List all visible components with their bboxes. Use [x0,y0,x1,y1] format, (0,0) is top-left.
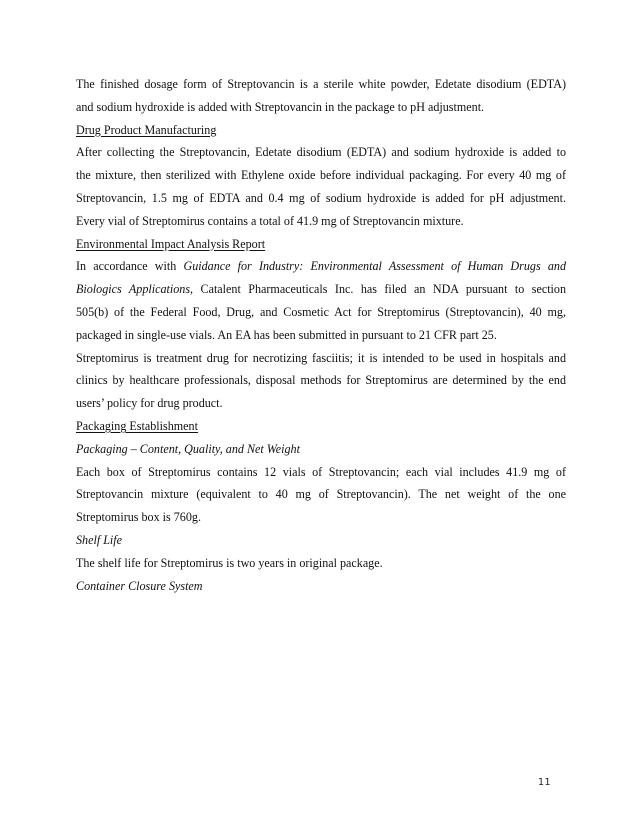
body-text: Streptovancin, 1.5 mg of EDTA and 0.4 mg of sodium hydroxide is added for pH adjustment. [76,190,566,205]
body-text-line [76,369,566,392]
body-text-segment: In accordance with [76,259,184,274]
body-text-line [76,210,566,233]
body-text: 505(b) of the Federal Food, Drug, and Cosmetic Act for Streptomirus (Streptovancin), 40 mg, [76,304,566,319]
page-number: 11 [538,777,552,788]
body-text: the mixture, then sterilized with Ethylene oxide before individual packaging. For every 40 mg of [76,168,566,183]
body-text-line [76,141,566,164]
section-heading [76,233,566,256]
body-text: Streptomirus box is 760g. [76,510,201,525]
subsection-heading [76,438,566,461]
section-heading-text: Packaging Establishment [76,418,198,433]
body-text-line [76,324,566,347]
body-text: packaged in single-use vials. An EA has been submitted in pursuant to 21 CFR part 25. [76,327,497,342]
body-text-line [76,96,566,119]
subsection-heading-text: Container Closure System [76,578,203,593]
body-text-line [76,347,566,370]
body-text: The shelf life for Streptomirus is two years in original package. [76,555,383,570]
body-text: Streptovancin mixture (equivalent to 40 mg of Streptovancin). The net weight of the one [76,487,566,502]
body-text-line [76,506,566,529]
body-text-segment: , Catalent Pharmaceuticals Inc. has filed an NDA pursuant to section [190,282,567,297]
body-text-line [76,73,566,96]
body-text: Each box of Streptomirus contains 12 vials of Streptovancin; each vial includes 41.9 mg of [76,464,566,479]
section-heading [76,119,566,142]
subsection-heading [76,575,566,598]
section-heading-text: Drug Product Manufacturing [76,122,217,137]
subsection-heading [76,529,566,552]
body-text-line [76,301,566,324]
body-text: and sodium hydroxide is added with Streptovancin in the package to pH adjustment. [76,99,485,114]
body-text: clinics by healthcare professionals, disposal methods for Streptomirus are determined by the end [76,373,566,388]
body-text: Every vial of Streptomirus contains a total of 41.9 mg of Streptovancin mixture. [76,213,464,228]
italic-title-text: Biologics Applications [76,282,191,297]
italic-title-text: Guidance for Industry: Environmental Assessment of Human Drugs and [183,259,566,274]
body-text-line [76,278,566,301]
body-text-line [76,552,566,575]
body-text-line [76,255,566,278]
body-text-line [76,187,566,210]
subsection-heading-text: Shelf Life [76,532,123,547]
document-body [76,73,566,597]
body-text: users’ policy for drug product. [76,396,223,411]
body-text-line [76,461,566,484]
body-text: Streptomirus is treatment drug for necrotizing fasciitis; it is intended to be used in hospitals and [76,350,566,365]
body-text: After collecting the Streptovancin, Edetate disodium (EDTA) and sodium hydroxide is added to [76,145,566,160]
body-text: The finished dosage form of Streptovancin is a sterile white powder, Edetate disodium (EDTA) [76,77,566,91]
section-heading [76,415,566,438]
section-heading-text: Environmental Impact Analysis Report [76,236,266,251]
body-text-line [76,164,566,187]
body-text-line [76,483,566,506]
subsection-heading-text: Packaging – Content, Quality, and Net Weight [76,441,300,456]
body-text-line [76,392,566,415]
